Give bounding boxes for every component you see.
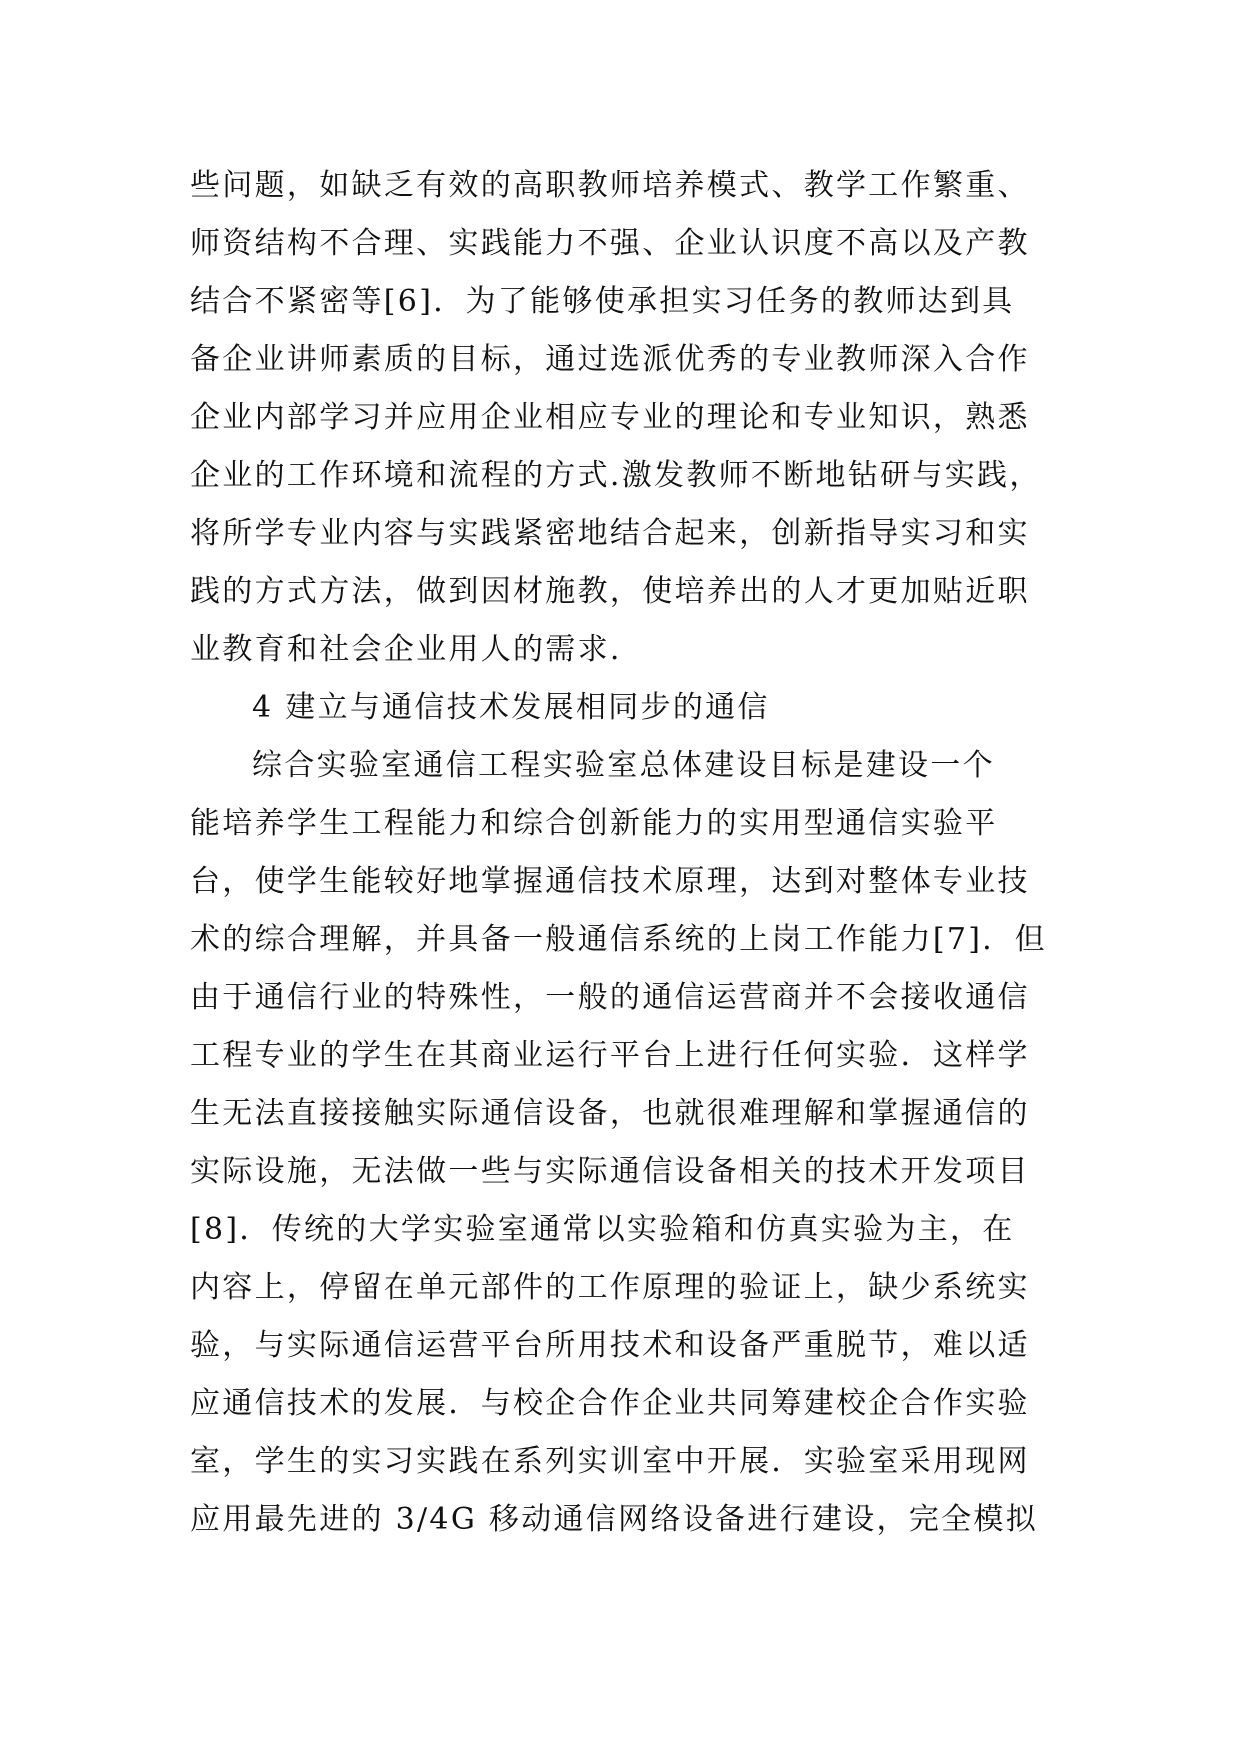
- text-line: 师资结构不合理、实践能力不强、企业认识度不高以及产教: [190, 226, 1030, 261]
- text-line: 台，使学生能较好地掌握通信技术原理，达到对整体专业技: [190, 864, 1030, 899]
- text-line: 生无法直接接触实际通信设备，也就很难理解和掌握通信的: [190, 1096, 1030, 1131]
- text-line: 能培养学生工程能力和综合创新能力的实用型通信实验平: [190, 806, 998, 841]
- text-line: 工程专业的学生在其商业运行平台上进行任何实验．这样学: [190, 1038, 1030, 1073]
- text-line: 些问题，如缺乏有效的高职教师培养模式、教学工作繁重、: [190, 168, 1030, 203]
- text-line: 备企业讲师素质的目标，通过选派优秀的专业教师深入合作: [190, 342, 1030, 377]
- text-line: 将所学专业内容与实践紧密地结合起来，创新指导实习和实: [190, 516, 1030, 551]
- text-line: 业教育和社会企业用人的需求.: [190, 632, 622, 667]
- text-line: 综合实验室通信工程实验室总体建设目标是建设一个: [252, 748, 995, 783]
- text-line: 企业的工作环境和流程的方式.激发教师不断地钻研与实践，: [190, 458, 1042, 493]
- text-line: 室，学生的实习实践在系列实训室中开展．实验室采用现网: [190, 1444, 1030, 1479]
- text-line: 践的方式方法，做到因材施教，使培养出的人才更加贴近职: [190, 574, 1030, 609]
- text-line: 企业内部学习并应用企业相应专业的理论和专业知识，熟悉: [190, 400, 1030, 435]
- text-line: 实际设施，无法做一些与实际通信设备相关的技术开发项目: [190, 1154, 1030, 1189]
- text-line: [8]．传统的大学实验室通常以实验箱和仿真实验为主，在: [190, 1212, 1015, 1247]
- text-line: 术的综合理解，并具备一般通信系统的上岗工作能力[7]．但: [190, 922, 1047, 957]
- text-line: 内容上，停留在单元部件的工作原理的验证上，缺少系统实: [190, 1270, 1030, 1305]
- text-line: 应用最先进的 3/4G 移动通信网络设备进行建设，完全模拟: [190, 1502, 1039, 1537]
- text-line: 由于通信行业的特殊性，一般的通信运营商并不会接收通信: [190, 980, 1030, 1015]
- text-line: 结合不紧密等[6]．为了能够使承担实习任务的教师达到具: [190, 284, 1015, 319]
- text-line: 应通信技术的发展．与校企合作企业共同筹建校企合作实验: [190, 1386, 1030, 1421]
- section-heading: 4 建立与通信技术发展相同步的通信: [252, 690, 770, 725]
- text-line: 验，与实际通信运营平台所用技术和设备严重脱节，难以适: [190, 1328, 1030, 1363]
